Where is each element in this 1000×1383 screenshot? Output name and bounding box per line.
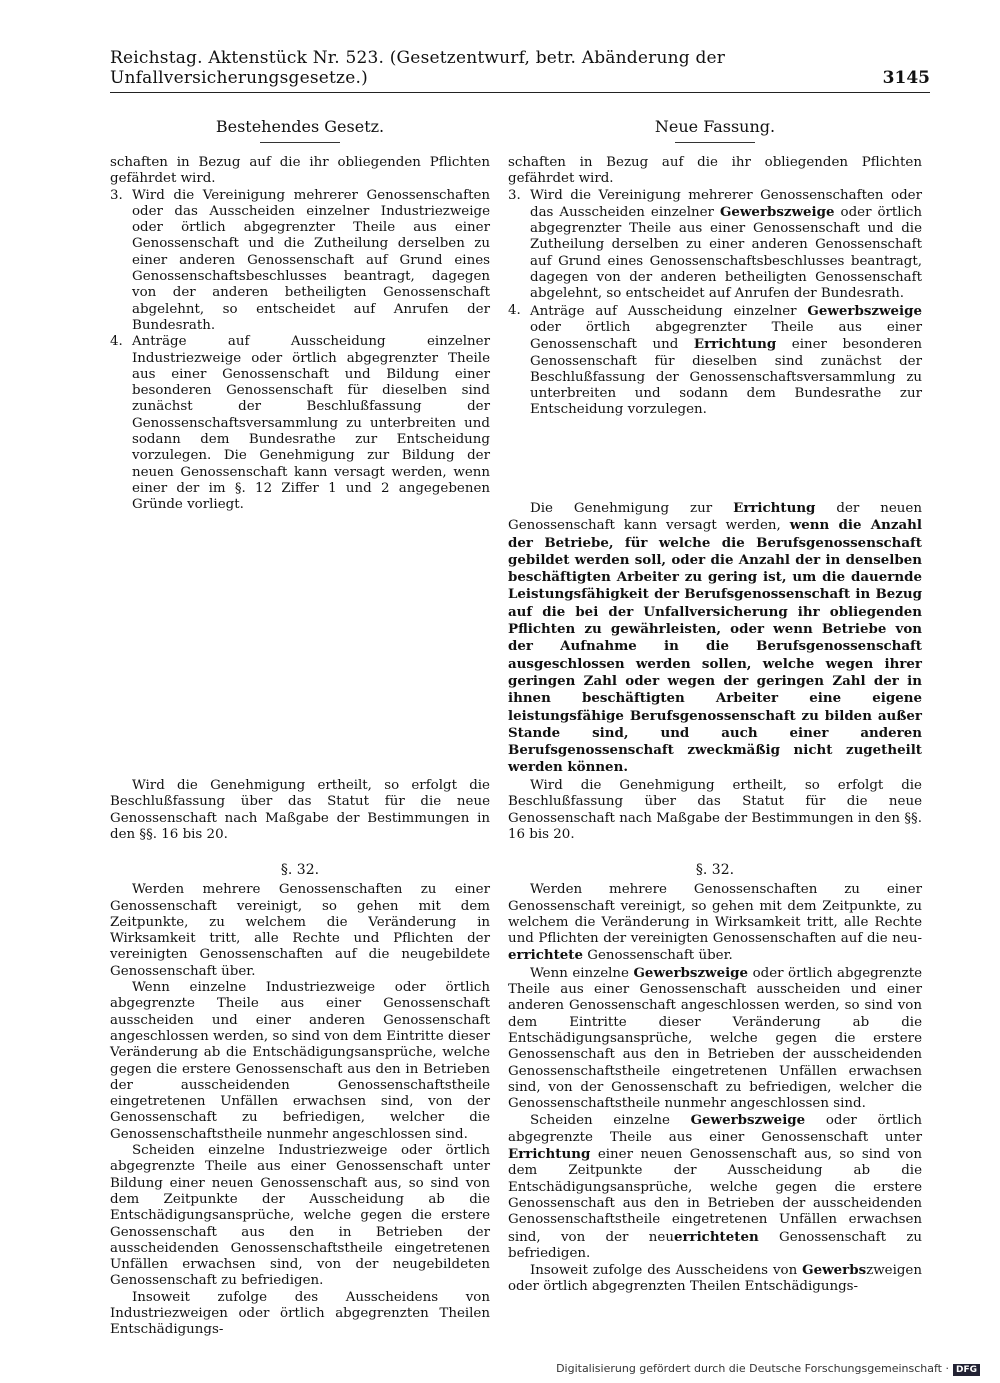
paragraph: Werden mehrere Genossenschaften zu einer Genossenschaft vereinigt, so gehen mit dem Zeitpunkte, zu welchem die Veränderung in Wirksamkeit tritt, alle Rechte und Pflichten der vereinigten Genossenschaften auf die neu-errichtete Genossenschaft über. <box>508 882 922 964</box>
paragraph: Werden mehrere Genossenschaften zu einer Genossenschaft vereinigt, so gehen mit dem Zeitpunkte, zu welchem die Veränderung in Wirksamkeit tritt, alle Rechte und Pflichten der vereinigten Genossenschaften auf die neugebildete Genossenschaft über. <box>110 882 490 979</box>
list-item <box>508 303 922 419</box>
item-number: 3. <box>508 187 521 203</box>
item-number: 4. <box>508 302 521 318</box>
paragraph: Wenn einzelne Gewerbszweige oder örtlich abgegrenzte Theile aus einer Genossenschaft ausscheiden und einer anderen Genossenschaft angeschlossen werden, so sind von dem Eintritte dieser Veränderung ab die Entschädigungsansprüche, welche gegen die erstere Genossenschaft aus den in Betrieben der ausscheidenden Genossenschaftstheile eingetretenen Unfällen erwachsen sind, von der Genossenschaft zu befriedigen, welcher die Genossenschaftstheile nunmehr angeschlossen sind. <box>508 964 922 1112</box>
section-heading: §. 32. <box>695 862 735 878</box>
paragraph: Wird die Genehmigung ertheilt, so erfolgt die Beschlußfassung über das Statut für die neue Genossenschaft nach Maßgabe der Bestimmungen in den §§. 16 bis 20. <box>110 778 490 842</box>
list-item <box>508 188 922 303</box>
left-section-32 <box>110 856 490 1339</box>
paragraph: Insoweit zufolge des Ausscheidens von Gewerbszweigen oder örtlich abgegrenzten Theilen Entschädigungs- <box>508 1262 922 1295</box>
list-item <box>110 334 490 513</box>
right-new-paragraph <box>508 500 922 777</box>
paragraph: Scheiden einzelne Gewerbszweige oder örtlich abgegrenzte Theile aus einer Genossenschaft unter Errichtung einer neuen Genossenschaft aus, so sind von dem Zeitpunkte der Ausscheidung ab die Entschädigungsansprüche, welche gegen die erstere Genossenschaft aus den in Betrieben der ausscheidenden Genossenschaftstheile eingetretenen Unfällen erwachsen sind, von der neuerrichteten Genossenschaft zu befriedigen. <box>508 1112 922 1261</box>
section-heading: §. 32. <box>280 862 320 878</box>
paragraph: Wird die Genehmigung ertheilt, so erfolgt die Beschlußfassung über das Statut für die neue Genossenschaft nach Maßgabe der Bestimmungen in den §§. 16 bis 20. <box>508 778 922 842</box>
right-column-upper <box>508 155 922 419</box>
page-number: 3145 <box>882 68 930 88</box>
right-column-heading <box>508 117 922 143</box>
item-text: Wird die Vereinigung mehrerer Genossenschaften oder das Ausscheiden einzelner Gewerbszweige oder örtlich abgegrenzter Theile aus einer Genossenschaft und die Zutheilung derselben zu einer anderen Genossenschaft auf Grund eines Genossenschaftsbeschlusses beantragt, dagegen von der anderen betheiligten Genossenschaft abgelehnt, so entscheidet auf Anrufen der Bundesrath. <box>530 187 922 302</box>
heading-rule <box>675 142 755 143</box>
paragraph: Wenn einzelne Industriezweige oder örtlich abgegrenzte Theile aus einer Genossenschaft ausscheiden und einer anderen Genossenschaft angeschlossen werden, so sind von dem Eintritte dieser Veränderung ab die Entschädigungsansprüche, welche gegen die erstere Genossenschaft aus den in Betrieben der ausscheidenden Genossenschaftstheile eingetretenen Unfällen erwachsen sind, von der Genossenschaft zu befriedigen, welcher die Genossenschaftstheile nunmehr angeschlossen sind. <box>110 980 490 1142</box>
page-header <box>110 48 930 93</box>
item-number: 4. <box>110 334 123 350</box>
left-approval <box>110 778 490 843</box>
right-section-32 <box>508 856 922 1296</box>
left-heading-text: Bestehendes Gesetz. <box>215 117 385 136</box>
paragraph: Insoweit zufolge des Ausscheidens von Industriezweigen oder örtlich abgegrenzten Theilen Entschädigungs- <box>110 1289 490 1338</box>
heading-rule <box>260 142 340 143</box>
right-heading-text: Neue Fassung. <box>654 117 776 136</box>
left-column-heading <box>110 117 490 143</box>
paragraph: schaften in Bezug auf die ihr obliegenden Pflichten gefährdet wird. <box>508 155 922 187</box>
item-number: 3. <box>110 187 123 203</box>
left-column-upper <box>110 155 490 514</box>
list-item <box>110 188 490 335</box>
item-text: Anträge auf Ausscheidung einzelner Industriezweige oder örtlich abgegrenzter Theile aus einer Genossenschaft und Bildung einer besonderen Genossenschaft für dieselben sind zunächst der Beschlußfassung der Genossenschaftsversammlung zu unterbreiten und sodann dem Bundesrathe zur Entscheidung vorzulegen. Die Genehmigung zur Bildung der neuen Genossenschaft kann versagt werden, wenn einer der im §. 12 Ziffer 1 und 2 angegebenen Gründe vorliegt. <box>132 334 490 513</box>
header-title: Reichstag. Aktenstück Nr. 523. (Gesetzentwurf, betr. Abänderung der Unfallversicherungsgesetze.) <box>110 48 726 88</box>
right-approval <box>508 778 922 843</box>
dfg-logo: DFG <box>953 1364 980 1376</box>
paragraph: Scheiden einzelne Industriezweige oder örtlich abgegrenzte Theile aus einer Genossenschaft unter Bildung einer neuen Genossenschaft aus, so sind von dem Zeitpunkte der Ausscheidung ab die Entschädigungsansprüche, welche gegen die erstere Genossenschaft aus den in Betrieben der ausscheidenden Genossenschaftstheile eingetretenen Unfällen erwachsen sind, von der neugebildeten Genossenschaft zu befriedigen. <box>110 1143 490 1289</box>
paragraph: schaften in Bezug auf die ihr obliegenden Pflichten gefährdet wird. <box>110 155 490 187</box>
footer-text: Digitalisierung gefördert durch die Deutsche Forschungsgemeinschaft · <box>556 1362 949 1375</box>
item-text: Wird die Vereinigung mehrerer Genossenschaften oder das Ausscheiden einzelner Industriezweige oder örtlich abgegrenzter Theile aus einer Genossenschaft und die Zutheilung derselben zu einer anderen Genossenschaft auf Grund eines Genossenschaftsbeschlusses beantragt, dagegen von der anderen betheiligten Genossenschaft abgelehnt, so entscheidet auf Anrufen der Bundesrath. <box>132 187 490 333</box>
item-text: Anträge auf Ausscheidung einzelner Gewerbszweige oder örtlich abgegrenzter Theile aus einer Genossenschaft und Errichtung einer besonderen Genossenschaft für dieselben sind zunächst der Beschlußfassung der Genossenschaftsversammlung zu unterbreiten und sodann dem Bundesrathe zur Entscheidung vorzulegen. <box>530 302 923 418</box>
footer-credit <box>520 1362 980 1376</box>
paragraph: Die Genehmigung zur Errichtung der neuen Genossenschaft kann versagt werden, wenn die Anzahl der Betriebe, für welche die Berufsgenossenschaft gebildet werden soll, oder die Anzahl der in denselben beschäftigten Arbeiter zu gering ist, um die dauernde Leistungsfähigkeit der Berufsgenossenschaft in Bezug auf die bei der Unfallversicherung ihr obliegenden Pflichten zu gewährleisten, oder wenn Betriebe von der Aufnahme in die Berufsgenossenschaft ausgeschlossen werden sollen, welche wegen ihrer geringen Zahl oder wegen der geringen Zahl der in ihnen beschäftigten Arbeiter eine eigene leistungsfähige Berufsgenossenschaft zu bilden außer Stande sind, und auch einer anderen Berufsgenossenschaft zweckmäßig nicht zugetheilt werden können. <box>508 500 922 776</box>
